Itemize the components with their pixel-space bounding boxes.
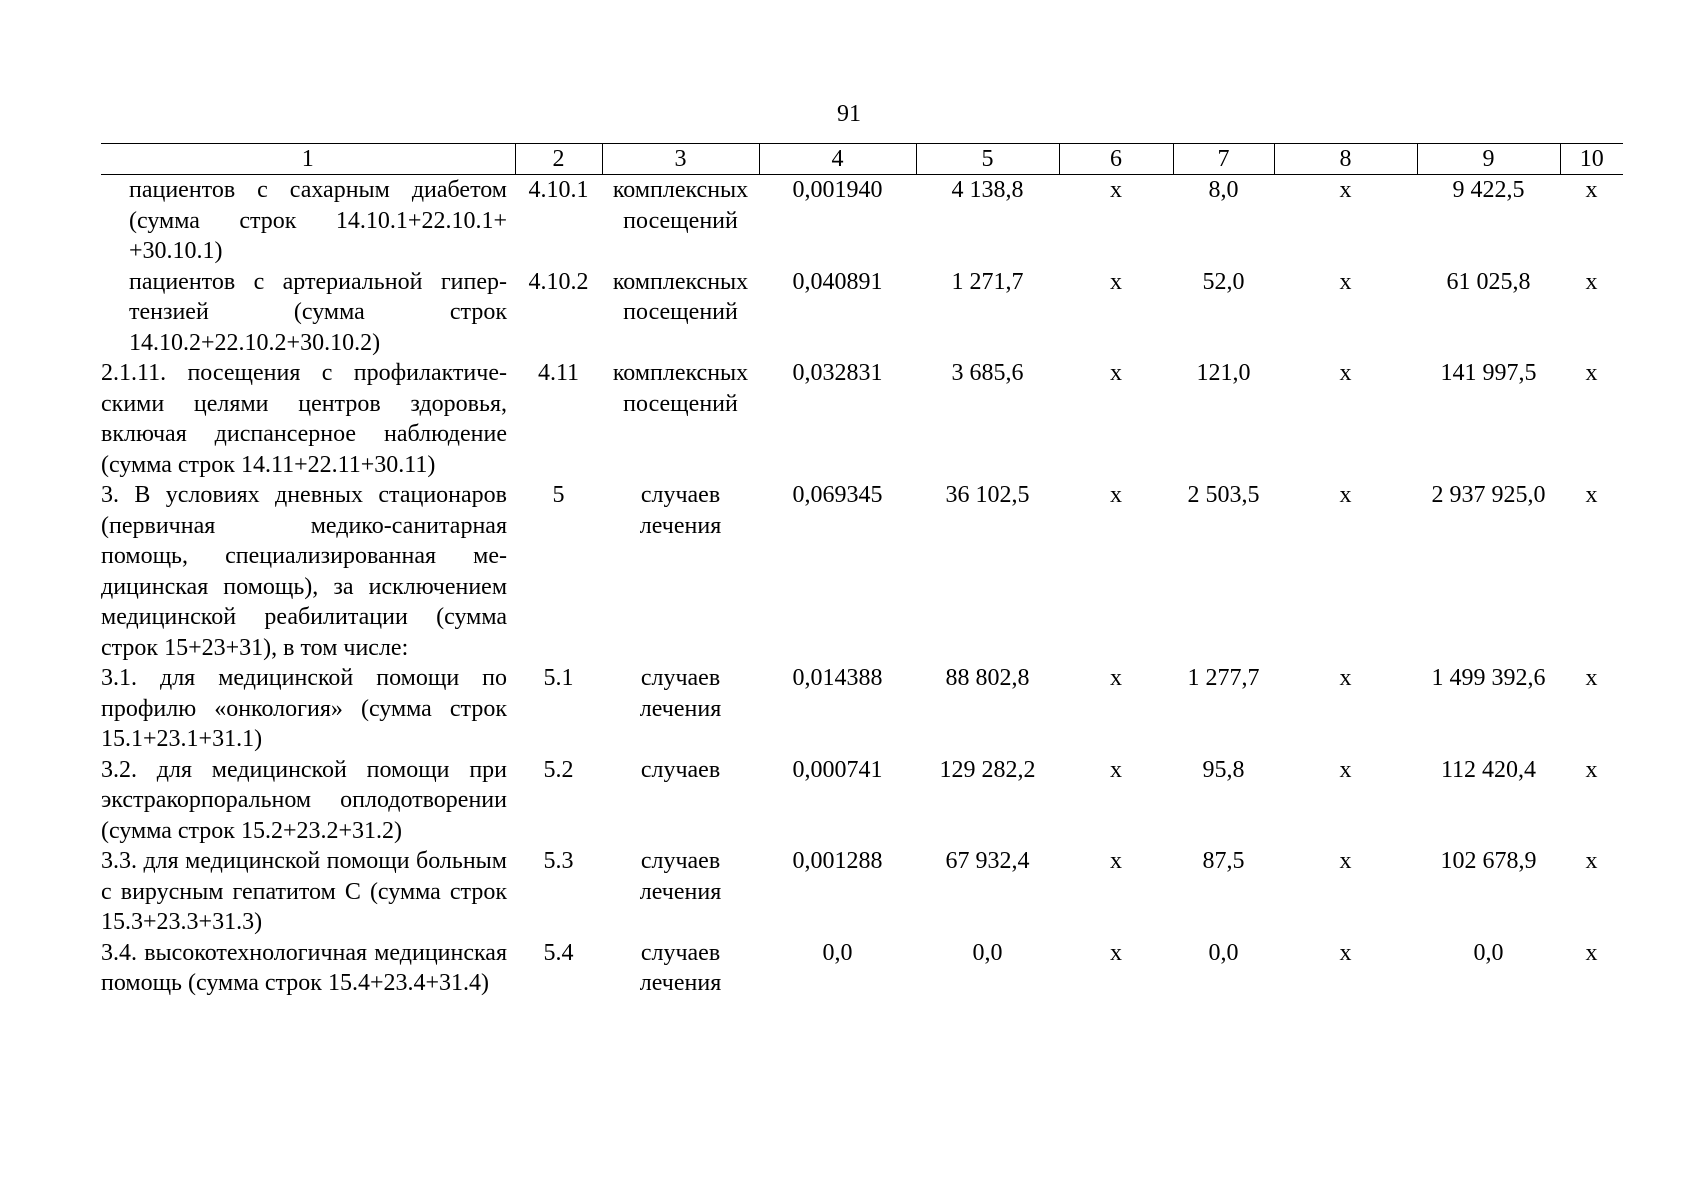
- row-col4-cell: 0,014388: [792, 665, 883, 691]
- row-name-cell: 3.3. для медицинской помощи больным с вирусным гепатитом С (сумма строк 15.3+23.3+31.3): [101, 848, 507, 935]
- row-col7-cell: 1 277,7: [1187, 665, 1260, 691]
- row-col7-cell: 2 503,5: [1187, 482, 1260, 508]
- header-cell-5: 5: [916, 144, 1059, 175]
- row-col8-cell: х: [1339, 939, 1352, 966]
- row-col4-cell: 0,040891: [792, 268, 883, 295]
- row-col4-cell: 0,032831: [792, 360, 883, 386]
- row-col6-cell: х: [1110, 848, 1122, 874]
- row-col10-cell: х: [1585, 360, 1598, 386]
- row-col5-cell: 36 102,5: [945, 482, 1030, 508]
- row-col7-cell: 95,8: [1202, 756, 1245, 783]
- row-col9-cell: 112 420,4: [1440, 756, 1537, 783]
- row-col4-cell: 0,0: [822, 939, 853, 966]
- row-name-cell: 3.1. для медицинской помощи по профилю «онкология» (сумма строк 15.1+23.1+31.1): [101, 665, 507, 752]
- table-header: [101, 144, 1623, 175]
- row-name-cell: 3. В условиях дневных стационаров (первичная медико-санитарная помощь, специализированная медицинская помощь), за исключением медицинской реабилитации (сумма строк 15+23+31), в том числе:: [101, 482, 507, 661]
- row-unit-cell: комплексных посещений: [612, 177, 749, 234]
- row-col8-cell: х: [1339, 756, 1352, 783]
- row-col6-cell: х: [1110, 268, 1122, 295]
- table-row: [101, 663, 1623, 755]
- row-col4-cell: 0,001288: [792, 848, 883, 874]
- row-col8-cell: х: [1339, 848, 1352, 874]
- row-col10-cell: х: [1585, 268, 1598, 295]
- row-col5-cell: 3 685,6: [951, 360, 1024, 386]
- row-col9-cell: 102 678,9: [1440, 848, 1537, 874]
- row-col7-cell: 52,0: [1202, 268, 1245, 295]
- row-code-cell: 5: [552, 482, 565, 508]
- row-col6-cell: х: [1110, 756, 1122, 783]
- row-col8-cell: х: [1339, 482, 1352, 508]
- row-col9-cell: 141 997,5: [1440, 360, 1537, 386]
- header-cell-1: 1: [101, 144, 515, 175]
- row-col5-cell: 67 932,4: [945, 848, 1030, 874]
- row-col6-cell: х: [1110, 665, 1122, 691]
- row-col10-cell: х: [1585, 939, 1598, 966]
- page-number: 91: [837, 101, 861, 127]
- row-col9-cell: 1 499 392,6: [1431, 665, 1546, 691]
- row-unit-cell: случаев лечения: [639, 665, 722, 722]
- header-cell-6: 6: [1059, 144, 1173, 175]
- header-cell-3: 3: [602, 144, 759, 175]
- row-col10-cell: х: [1585, 177, 1598, 203]
- row-code-cell: 5.4: [543, 939, 574, 966]
- row-col9-cell: 2 937 925,0: [1431, 482, 1546, 508]
- row-col8-cell: х: [1339, 360, 1352, 386]
- row-unit-cell: случаев лечения: [639, 848, 722, 905]
- row-col8-cell: х: [1339, 665, 1352, 691]
- row-col6-cell: х: [1110, 482, 1122, 508]
- row-col7-cell: 87,5: [1202, 848, 1245, 874]
- header-cell-9: 9: [1417, 144, 1560, 175]
- row-col10-cell: х: [1585, 665, 1598, 691]
- row-col9-cell: 61 025,8: [1446, 268, 1531, 295]
- row-col8-cell: х: [1339, 268, 1352, 295]
- row-name-cell: 2.1.11. посещения с профилактическими целями центров здоровья, включая диспансерное наблюдение (сумма строк 14.11+22.11+30.11): [101, 360, 507, 478]
- row-col8-cell: х: [1339, 177, 1352, 203]
- table-row: [101, 358, 1623, 480]
- row-code-cell: 4.10.1: [528, 177, 589, 203]
- row-col5-cell: 129 282,2: [939, 756, 1036, 783]
- row-col6-cell: х: [1110, 177, 1122, 203]
- row-col4-cell: 0,069345: [792, 482, 883, 508]
- row-code-cell: 4.10.2: [528, 268, 589, 295]
- row-col10-cell: х: [1585, 756, 1598, 783]
- table-body: [101, 175, 1623, 999]
- header-cell-8: 8: [1274, 144, 1417, 175]
- row-unit-cell: случаев: [640, 756, 721, 783]
- header-cell-10: 10: [1560, 144, 1623, 175]
- row-col5-cell: 0,0: [972, 939, 1003, 966]
- row-col6-cell: х: [1110, 939, 1122, 966]
- row-col10-cell: х: [1585, 848, 1598, 874]
- row-col6-cell: х: [1110, 360, 1122, 386]
- row-col7-cell: 8,0: [1208, 177, 1239, 203]
- table-row: [101, 755, 1623, 847]
- row-code-cell: 4.11: [537, 360, 580, 386]
- row-unit-cell: случаев лечения: [639, 482, 722, 539]
- row-col7-cell: 0,0: [1208, 939, 1239, 966]
- row-col5-cell: 4 138,8: [951, 177, 1024, 203]
- row-unit-cell: комплексных посещений: [612, 360, 749, 417]
- row-col9-cell: 0,0: [1473, 939, 1504, 966]
- table-row: [101, 175, 1623, 267]
- row-code-cell: 5.3: [543, 848, 574, 874]
- row-col9-cell: 9 422,5: [1452, 177, 1525, 203]
- header-cell-7: 7: [1173, 144, 1274, 175]
- row-col5-cell: 1 271,7: [951, 268, 1024, 295]
- row-col7-cell: 121,0: [1196, 360, 1251, 386]
- row-col10-cell: х: [1585, 482, 1598, 508]
- row-name-cell: 3.4. высокотехнологичная медицинская помощь (сумма строк 15.4+23.4+31.4): [101, 939, 507, 996]
- row-col5-cell: 88 802,8: [945, 665, 1030, 691]
- table-row: [101, 480, 1623, 663]
- row-col4-cell: 0,001940: [792, 177, 883, 203]
- header-cell-4: 4: [759, 144, 916, 175]
- row-unit-cell: случаев лечения: [639, 939, 722, 996]
- header-row: [101, 144, 1623, 175]
- row-name-cell: 3.2. для медицинской помощи при экстракорпоральном оплодотворении (сумма строк 15.2+23.2+31.2): [101, 756, 507, 844]
- header-cell-2: 2: [515, 144, 602, 175]
- row-code-cell: 5.1: [543, 665, 574, 691]
- row-name-cell: пациентов с артериальной гипертензией (сумма строк 14.10.2+22.10.2+30.10.2): [129, 268, 507, 356]
- row-name-cell: пациентов с сахарным диабетом (сумма строк 14.10.1+22.10.1+ +30.10.1): [129, 177, 507, 264]
- row-col4-cell: 0,000741: [792, 756, 883, 783]
- table-row: [101, 267, 1623, 359]
- data-table: [101, 143, 1623, 999]
- row-unit-cell: комплексных посещений: [612, 268, 749, 325]
- row-code-cell: 5.2: [543, 756, 574, 783]
- table-row: [101, 938, 1623, 999]
- table-row: [101, 846, 1623, 938]
